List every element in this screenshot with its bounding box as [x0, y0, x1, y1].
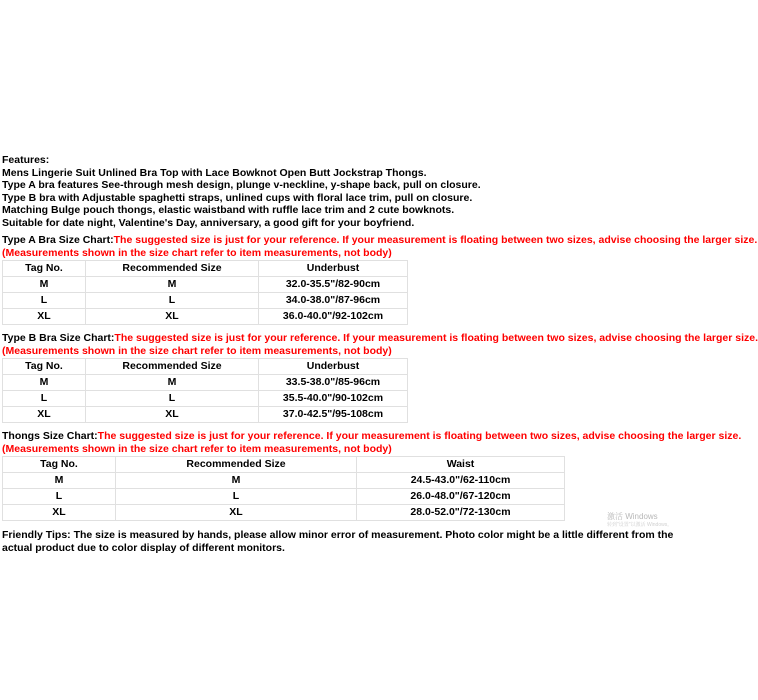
- chart-heading: [2, 234, 757, 247]
- table-header-row: [3, 261, 408, 277]
- chart-heading: [2, 430, 741, 443]
- table-cell: L: [3, 293, 86, 309]
- size-table: [2, 358, 408, 423]
- table-row: [3, 391, 408, 407]
- table-cell: XL: [3, 407, 86, 423]
- chart-title: Type B Bra Size Chart:: [2, 332, 115, 344]
- table-cell: 26.0-48.0"/67-120cm: [357, 489, 565, 505]
- table-cell: 35.5-40.0"/90-102cm: [259, 391, 408, 407]
- table-cell: 24.5-43.0"/62-110cm: [357, 473, 565, 489]
- column-header: Underbust: [259, 359, 408, 375]
- table-cell: XL: [116, 505, 357, 521]
- column-header: Underbust: [259, 261, 408, 277]
- table-row: [3, 407, 408, 423]
- table-cell: XL: [3, 309, 86, 325]
- table-row: [3, 375, 408, 391]
- feature-line: Mens Lingerie Suit Unlined Bra Top with Lace Bowknot Open Butt Jockstrap Thongs.: [2, 166, 427, 179]
- features-section: [2, 154, 481, 229]
- table-row: [3, 505, 565, 521]
- table-cell: M: [3, 375, 86, 391]
- table-cell: 36.0-40.0"/92-102cm: [259, 309, 408, 325]
- table-row: [3, 309, 408, 325]
- table-cell: L: [86, 391, 259, 407]
- type-a-size-chart: [2, 234, 757, 325]
- column-header: Recommended Size: [86, 261, 259, 277]
- column-header: Tag No.: [3, 261, 86, 277]
- column-header: Tag No.: [3, 359, 86, 375]
- table-cell: XL: [86, 309, 259, 325]
- table-cell: L: [3, 391, 86, 407]
- table-cell: M: [86, 277, 259, 293]
- table-header-row: [3, 359, 408, 375]
- watermark-title: 激活 Windows: [607, 512, 658, 521]
- table-cell: M: [3, 473, 116, 489]
- table-cell: 28.0-52.0"/72-130cm: [357, 505, 565, 521]
- feature-line: Matching Bulge pouch thongs, elastic waistband with ruffle lace trim and 2 cute bowknots.: [2, 204, 455, 216]
- table-row: [3, 293, 408, 309]
- table-row: [3, 277, 408, 293]
- table-row: [3, 489, 565, 505]
- column-header: Waist: [357, 457, 565, 473]
- size-suggestion-note: The suggested size is just for your reference. If your measurement is floating between two sizes, advise choosing the larger size.: [97, 430, 742, 442]
- windows-activation-watermark: [607, 512, 672, 530]
- table-cell: L: [116, 489, 357, 505]
- table-cell: XL: [3, 505, 116, 521]
- thongs-size-chart: [2, 430, 741, 521]
- table-cell: M: [3, 277, 86, 293]
- size-table: [2, 260, 408, 325]
- size-suggestion-note: The suggested size is just for your reference. If your measurement is floating between two sizes, advise choosing the larger size.: [114, 332, 758, 344]
- measurement-note: (Measurements shown in the size chart refer to item measurements, not body): [2, 344, 392, 357]
- table-cell: 32.0-35.5"/82-90cm: [259, 277, 408, 293]
- feature-line: Type B bra with Adjustable spaghetti straps, unlined cups with floral lace trim, pull on closure.: [2, 191, 473, 204]
- table-cell: 37.0-42.5"/95-108cm: [259, 407, 408, 423]
- feature-line: Type A bra features See-through mesh design, plunge v-neckline, y-shape back, pull on closure.: [2, 179, 481, 191]
- table-cell: M: [86, 375, 259, 391]
- column-header: Tag No.: [3, 457, 116, 473]
- chart-heading: [2, 332, 758, 345]
- table-row: [3, 473, 565, 489]
- table-cell: 33.5-38.0"/85-96cm: [259, 375, 408, 391]
- measurement-note: (Measurements shown in the size chart refer to item measurements, not body): [2, 442, 392, 455]
- friendly-tips: Friendly Tips: The size is measured by hands, please allow minor error of measurement. Photo color might be a little different from the actual product due to color display of different monitors.: [2, 529, 674, 554]
- size-suggestion-note: The suggested size is just for your reference. If your measurement is floating between two sizes, advise choosing the larger size.: [113, 234, 758, 246]
- column-header: Recommended Size: [116, 457, 357, 473]
- type-b-size-chart: [2, 332, 758, 423]
- column-header: Recommended Size: [86, 359, 259, 375]
- table-cell: M: [116, 473, 357, 489]
- size-table: [2, 456, 565, 521]
- chart-title: Thongs Size Chart:: [2, 430, 98, 442]
- watermark-subtitle: 转到"设置"以激活 Windows。: [607, 522, 673, 528]
- table-cell: L: [3, 489, 116, 505]
- features-heading: Features:: [2, 154, 50, 166]
- chart-title: Type A Bra Size Chart:: [2, 234, 114, 246]
- table-header-row: [3, 457, 565, 473]
- measurement-note: (Measurements shown in the size chart refer to item measurements, not body): [2, 246, 392, 259]
- table-cell: XL: [86, 407, 259, 423]
- table-cell: 34.0-38.0"/87-96cm: [259, 293, 408, 309]
- table-cell: L: [86, 293, 259, 309]
- feature-line: Suitable for date night, Valentine's Day, anniversary, a good gift for your boyfriend.: [2, 216, 415, 229]
